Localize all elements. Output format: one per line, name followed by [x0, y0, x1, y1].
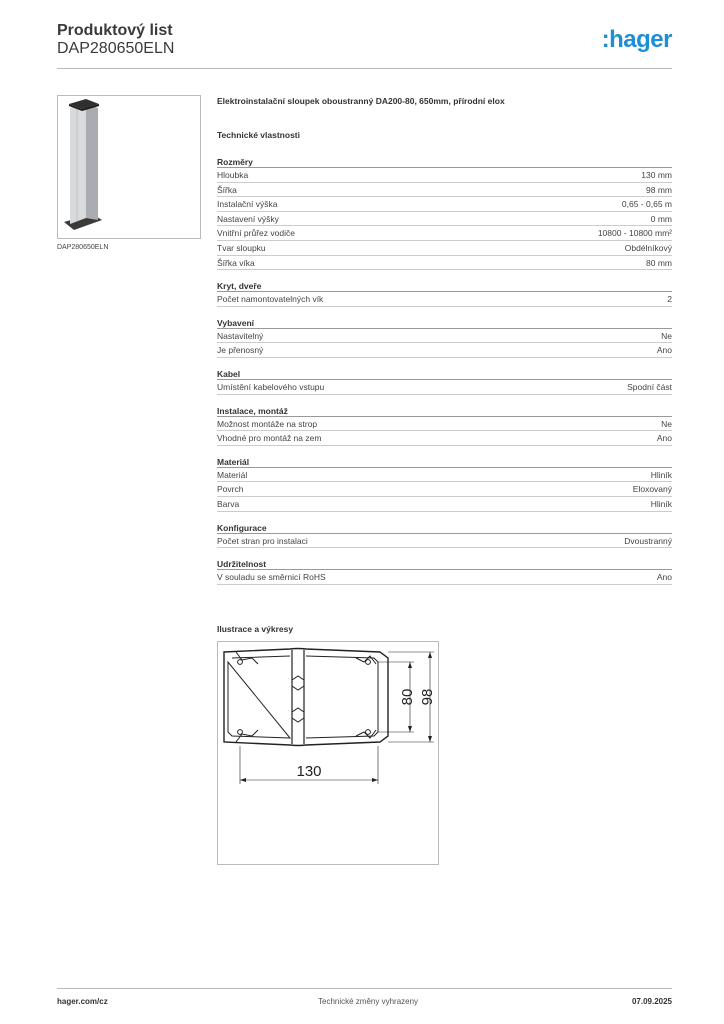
spec-group-title: Materiál — [217, 456, 672, 468]
spec-row — [217, 329, 672, 344]
spec-label: Povrch — [217, 484, 244, 495]
spec-label: Šířka víka — [217, 257, 255, 268]
spec-label: Vhodné pro montáž na zem — [217, 433, 322, 444]
spec-row — [217, 497, 672, 512]
spec-group — [217, 317, 672, 358]
spec-label: Šířka — [217, 184, 237, 195]
spec-value: Ano — [656, 433, 672, 444]
spec-label: Materiál — [217, 469, 248, 480]
spec-row — [217, 431, 672, 446]
spec-row — [217, 183, 672, 198]
spec-value: Ne — [661, 418, 672, 429]
spec-value: Eloxovaný — [632, 484, 672, 495]
spec-label: Počet namontovatelných vík — [217, 294, 324, 305]
spec-label: Instalační výška — [217, 199, 278, 210]
spec-row — [217, 256, 672, 271]
spec-label: Nastavení výšky — [217, 213, 279, 224]
spec-label: Počet stran pro instalaci — [217, 535, 308, 546]
spec-value: 10800 - 10800 mm² — [597, 228, 672, 239]
spec-group — [217, 280, 672, 307]
spec-value: 98 mm — [646, 184, 672, 195]
spec-value: Ano — [656, 345, 672, 356]
spec-label: Tvar sloupku — [217, 242, 266, 253]
spec-group-title: Rozměry — [217, 156, 672, 168]
spec-value: Obdélníkový — [624, 242, 672, 253]
spec-row — [217, 343, 672, 358]
spec-label: Barva — [217, 498, 240, 509]
spec-value: Hliník — [650, 498, 672, 509]
spec-row — [217, 482, 672, 497]
spec-row — [217, 212, 672, 227]
spec-group-title: Kryt, dveře — [217, 280, 672, 292]
spec-group-title: Konfigurace — [217, 522, 672, 534]
dimension-width-label: 130 — [296, 763, 322, 780]
spec-group — [217, 522, 672, 549]
product-image-caption: DAP280650ELN — [57, 244, 109, 251]
cross-section-drawing — [218, 642, 438, 864]
spec-label: Je přenosný — [217, 345, 264, 356]
product-code: DAP280650ELN — [57, 40, 175, 57]
spec-group-title: Kabel — [217, 368, 672, 380]
spec-group — [217, 156, 672, 270]
footer-website: hager.com/cz — [57, 997, 108, 1006]
spec-row — [217, 292, 672, 307]
illustration-heading: Ilustrace a výkresy — [217, 624, 294, 634]
spec-label: Nastavitelný — [217, 330, 264, 341]
spec-label: Možnost montáže na strop — [217, 418, 318, 429]
technical-drawing-frame — [217, 641, 439, 865]
spec-row — [217, 241, 672, 256]
spec-group — [217, 558, 672, 585]
spec-value: Hliník — [650, 469, 672, 480]
spec-row — [217, 468, 672, 483]
spec-value: Ano — [656, 572, 672, 583]
dimension-height-outer-label: 98 — [419, 688, 436, 706]
footer-date: 07.09.2025 — [631, 997, 672, 1006]
document-title: Produktový list — [57, 22, 173, 39]
footer-divider — [57, 988, 672, 989]
footer-notice: Technické změny vyhrazeny — [318, 997, 419, 1006]
tech-properties-heading: Technické vlastnosti — [217, 130, 300, 140]
spec-group-title: Vybavení — [217, 317, 672, 329]
spec-group — [217, 456, 672, 512]
spec-label: Vnitřní průřez vodiče — [217, 228, 295, 239]
spec-group-title: Udržitelnost — [217, 558, 672, 570]
spec-row — [217, 197, 672, 212]
product-image-frame — [57, 95, 201, 239]
spec-groups — [217, 156, 672, 585]
spec-row — [217, 168, 672, 183]
spec-label: V souladu se směrnicí RoHS — [217, 572, 326, 583]
spec-row — [217, 417, 672, 432]
spec-group-title: Instalace, montáž — [217, 405, 672, 417]
spec-value: 2 — [667, 294, 672, 305]
spec-row — [217, 570, 672, 585]
product-name: Elektroinstalační sloupek oboustranný DA200-80, 650mm, přírodní elox — [217, 96, 505, 106]
spec-row — [217, 226, 672, 241]
spec-label: Umístění kabelového vstupu — [217, 381, 325, 392]
spec-value: 0,65 - 0,65 m — [621, 199, 672, 210]
spec-content — [217, 96, 672, 595]
spec-value: 130 mm — [641, 170, 672, 180]
spec-row — [217, 380, 672, 395]
page-header — [57, 22, 672, 70]
spec-value: 0 mm — [650, 213, 672, 224]
spec-value: Spodní část — [627, 381, 672, 392]
spec-value: 80 mm — [646, 257, 672, 268]
spec-group — [217, 405, 672, 446]
header-divider — [57, 68, 672, 69]
spec-value: Ne — [661, 330, 672, 341]
spec-label: Hloubka — [217, 170, 249, 180]
spec-group — [217, 368, 672, 395]
hager-logo: :hager — [601, 26, 672, 53]
product-image — [58, 96, 200, 238]
dimension-height-inner-label: 80 — [399, 688, 416, 706]
spec-row — [217, 534, 672, 549]
spec-value: Dvoustranný — [624, 535, 672, 546]
